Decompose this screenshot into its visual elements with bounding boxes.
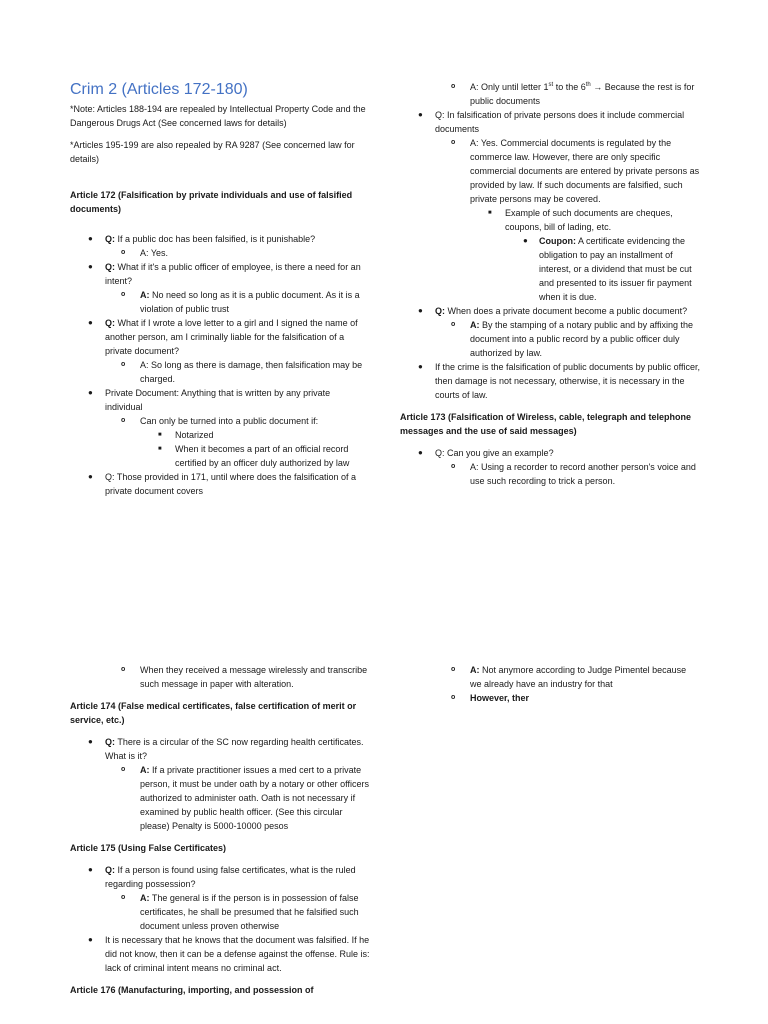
circle-marker: o	[121, 291, 126, 298]
list-item: o A: Only until letter 1st to the 6th → Because the rest is for public documents	[451, 82, 695, 106]
article-176-heading: Article 176 (Manufacturing, importing, and possession of	[70, 985, 314, 995]
answer-text: No need so long as it is a public document. As it is a violation of public trust	[140, 290, 360, 314]
list-item: o A: Yes. Commercial documents is regulated by the commerce law. However, there are only specific commercial documents are entered by private persons as provided by law. If such documents are falsified, such private persons may be covered.	[451, 138, 700, 204]
question-text: What if I wrote a love letter to a girl and I signed the name of another person, am I criminally liable for the falsification of a private document?	[105, 318, 358, 356]
bullet-marker: ●	[88, 737, 93, 746]
square-marker: ■	[158, 432, 162, 438]
answer-label: A:	[470, 665, 480, 675]
list-item: o A: By the stamping of a notary public and by affixing the document into a public record by a public officer duly authorized by law.	[451, 320, 693, 358]
circle-marker: o	[451, 666, 456, 673]
list-item: o A: If a private practitioner issues a med cert to a private person, it must be under oath by a notary or other officers authorized to administer oath. Oath is not necessary if examined by public health officer. (See this circular please) Penalty is 5000-10000 pesos	[121, 765, 369, 831]
list-item: ■ When it becomes a part of an official record certified by an officer duly authorized by law	[158, 444, 350, 468]
right-column-top	[400, 80, 700, 488]
answer-label: A:	[140, 893, 150, 903]
circle-marker: o	[451, 321, 456, 328]
bullet-marker: ●	[88, 388, 93, 397]
list-item: o However, ther	[451, 693, 530, 703]
bullet-marker: ●	[418, 110, 423, 119]
private-document-definition: Private Document: Anything that is written by any private individual	[105, 388, 331, 412]
list-item: ● Q: When does a private document become a public document?	[418, 306, 688, 316]
answer-text: Yes.	[150, 248, 169, 258]
continued-list	[400, 663, 700, 705]
list-item: o A: Not anymore according to Judge Pimentel because we already have an industry for that	[451, 665, 687, 689]
answer-label: A:	[140, 248, 149, 258]
square-marker: ■	[158, 446, 162, 452]
article-173-list	[400, 446, 700, 488]
bullet-marker: ●	[88, 935, 93, 944]
answer-label: A:	[140, 290, 150, 300]
question-label: Q:	[105, 865, 115, 875]
circle-marker: o	[451, 139, 456, 146]
answer-label: A:	[140, 765, 150, 775]
list-item: o When they received a message wirelessly and transcribe such message in paper with alteration.	[121, 665, 368, 689]
circle-marker: o	[121, 766, 126, 773]
list-item: ● Q: In falsification of private persons does it include commercial documents	[418, 110, 685, 134]
question-label: Q:	[435, 306, 445, 316]
circle-marker: o	[451, 463, 456, 470]
question-label: Q:	[105, 262, 115, 272]
article-172-heading: Article 172 (Falsification by private individuals and use of falsified documents)	[70, 190, 353, 214]
article-174-heading: Article 174 (False medical certificates, false certification of merit or service, etc.)	[70, 701, 357, 725]
circle-marker: o	[121, 361, 126, 368]
bullet-marker: ●	[418, 362, 423, 371]
article-172-list	[70, 232, 370, 498]
circle-marker: o	[451, 694, 456, 701]
note-repealed-195-199: *Articles 195-199 are also repealed by RA 9287 (See concerned law for details)	[70, 140, 355, 164]
bullet-marker: ●	[88, 262, 93, 271]
bullet-marker: ●	[88, 472, 93, 481]
list-item: ● Q: If a person is found using false certificates, what is the ruled regarding possession?	[88, 865, 356, 889]
circle-marker: o	[451, 83, 456, 90]
bullet-marker: ●	[88, 865, 93, 874]
list-item: ● Coupon: A certificate evidencing the obligation to pay an installment of interest, or a dividend that must be cut and presented to its issuer fir payment when it is due.	[523, 236, 692, 302]
page-title: Crim 2 (Articles 172-180)	[70, 81, 248, 98]
article-175-heading: Article 175 (Using False Certificates)	[70, 843, 227, 853]
question-label: Q:	[105, 234, 115, 244]
coupon-label: Coupon:	[539, 236, 576, 246]
circle-marker: o	[121, 249, 126, 256]
bullet-marker: ●	[523, 236, 528, 245]
note-repealed-188-194: *Note: Articles 188-194 are repealed by Intellectual Property Code and the Dangerous Drugs Act (See concerned laws for details)	[70, 104, 366, 128]
article-175-list	[70, 863, 370, 975]
list-item: ● It is necessary that he knows that the document was falsified. If he did not know, then it can be a defense against the offense. Rule is: lack of criminal intent means no criminal act.	[88, 935, 370, 973]
list-item: ● Q: Can you give an example?	[418, 448, 554, 458]
list-item: o A: The general is if the person is in possession of false certificates, he shall be presumed that he falsified such document unless proven otherwise	[121, 893, 359, 931]
question-text: If a public doc has been falsified, is it punishable?	[117, 234, 316, 244]
list-item	[70, 358, 370, 386]
article-173-heading: Article 173 (Falsification of Wireless, cable, telegraph and telephone messages and the use of said messages)	[400, 412, 692, 436]
list-item: ● Q: Those provided in 171, until where does the falsification of a private document covers	[88, 472, 356, 496]
square-marker: ■	[488, 210, 492, 216]
list-item: o A: Using a recorder to record another person's voice and use such recording to trick a person.	[451, 462, 696, 486]
article-174-list	[70, 735, 370, 833]
circle-marker: o	[121, 417, 126, 424]
answer-text: A: So long as there is damage, then falsification may be charged.	[140, 360, 363, 384]
left-column-top	[70, 80, 370, 498]
circle-marker: o	[121, 666, 126, 673]
list-item	[70, 386, 370, 414]
bullet-marker: ●	[418, 306, 423, 315]
list-item	[70, 246, 370, 260]
right-column-bottom	[400, 663, 700, 705]
question-text: What if it's a public officer of employee, is there a need for an intent?	[105, 262, 361, 286]
list-item	[70, 232, 370, 246]
list-item: ● Q: There is a circular of the SC now regarding health certificates. What is it?	[88, 737, 364, 761]
bullet-marker: ●	[418, 448, 423, 457]
list-item	[70, 260, 370, 288]
list-item: ● If the crime is the falsification of public documents by public officer, then damage is not necessary, otherwise, it is necessary in the courts of law.	[418, 362, 700, 400]
bullet-marker: ●	[88, 318, 93, 327]
list-item	[70, 316, 370, 358]
left-column-bottom	[70, 663, 370, 997]
continued-list	[70, 663, 370, 691]
question-label: Q:	[105, 318, 115, 328]
list-item: o Can only be turned into a public document if:	[121, 416, 319, 426]
question-label: Q:	[105, 737, 115, 747]
list-item	[70, 288, 370, 316]
answer-label: A:	[470, 320, 480, 330]
circle-marker: o	[121, 894, 126, 901]
arrow-icon: →	[590, 82, 605, 92]
list-item: ■ Notarized	[158, 430, 214, 440]
continued-list	[400, 80, 700, 402]
bullet-marker: ●	[88, 234, 93, 243]
list-item: ■ Example of such documents are cheques, coupons, bill of lading, etc.	[488, 208, 673, 232]
